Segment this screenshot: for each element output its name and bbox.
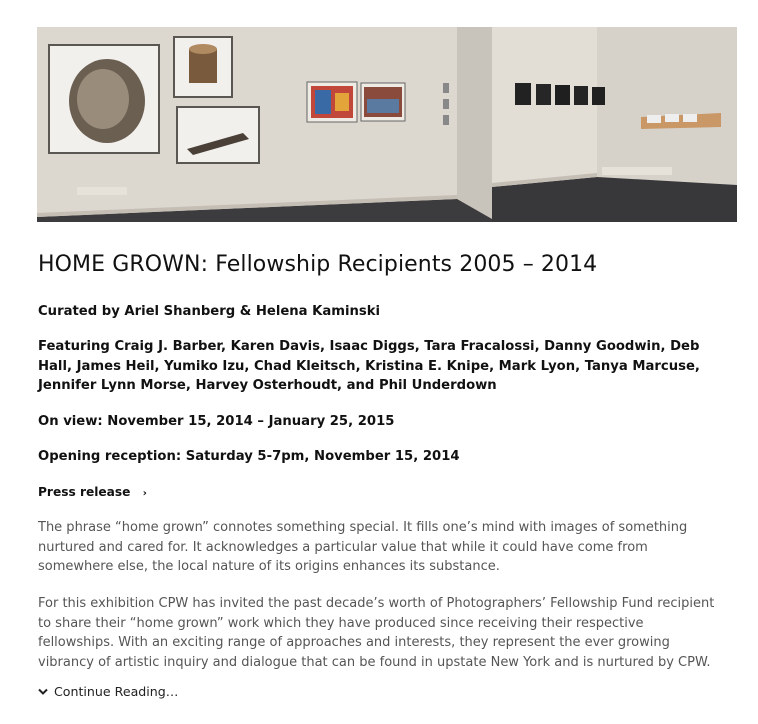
chevron-right-icon: › bbox=[142, 488, 147, 499]
exhibition-paragraph: For this exhibition CPW has invited the past decade’s worth of Photographers’ Fellowship Fund recipient to share their “home grown” work which they have produced since receiving their respective fellowships. With an exciting range of approaches and interests, they represent the ever growing vibrancy of artistic inquiry and dialogue that can be found in upstate New York and is nurtured by CPW. bbox=[38, 596, 715, 671]
curated-by: Curated by Ariel Shanberg & Helena Kaminski bbox=[38, 304, 381, 319]
continue-reading-label: Continue Reading… bbox=[54, 684, 179, 699]
continue-reading-link[interactable] bbox=[38, 684, 178, 699]
opening-reception: Opening reception: Saturday 5-7pm, November 15, 2014 bbox=[38, 449, 460, 464]
on-view-dates: On view: November 15, 2014 – January 25, 2015 bbox=[38, 414, 395, 429]
press-release-link[interactable] bbox=[38, 485, 147, 499]
intro-paragraph: The phrase “home grown” connotes something special. It fills one’s mind with images of something nurtured and cared for. It acknowledges a particular value that while it could have come from somewhere else, the local nature of its origins enhances its substance. bbox=[38, 520, 688, 575]
hero-gallery-image bbox=[37, 27, 737, 222]
featuring-artists: Featuring Craig J. Barber, Karen Davis, Isaac Diggs, Tara Fracalossi, Danny Goodwin, Deb Hall, James Heil, Yumiko Izu, Chad Kleitsch, Kristina E. Knipe, Mark Lyon, Tanya Marcuse, Jennifer Lynn Morse, Harvey Osterhoudt, and Phil Underdown bbox=[38, 339, 700, 393]
chevron-down-icon bbox=[38, 685, 50, 699]
press-release-label: Press release bbox=[38, 485, 131, 499]
page-title: HOME GROWN: Fellowship Recipients 2005 – 2014 bbox=[38, 252, 598, 277]
